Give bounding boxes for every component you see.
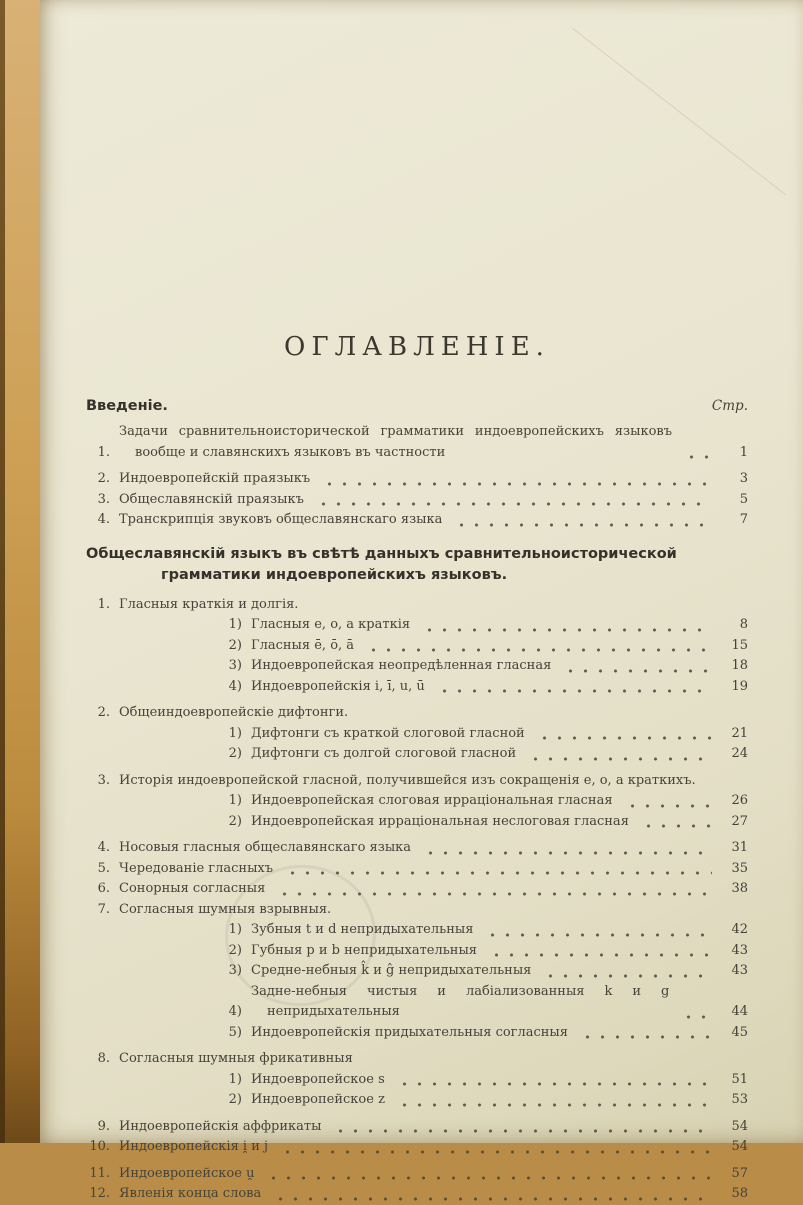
- dot-leader: [623, 797, 712, 812]
- entry-number: 4.: [97, 840, 110, 855]
- entry-number: 6.: [97, 881, 110, 896]
- entry-page-number: 35: [731, 860, 748, 876]
- toc-entry: [86, 469, 748, 490]
- entry-page-number: 26: [731, 793, 748, 808]
- toc-entry: [86, 510, 748, 531]
- toc-entry: [86, 1049, 748, 1070]
- toc-entry: [86, 1184, 748, 1205]
- entry-title: Индоевропейскій праязыкъ: [119, 471, 311, 486]
- dot-leader: [483, 926, 712, 941]
- entry-page-number: 8: [739, 617, 748, 632]
- entry-number: 4): [228, 678, 242, 694]
- entry-title: Индоевропейское u̯: [119, 1165, 255, 1181]
- entry-page-number: 44: [731, 1004, 748, 1019]
- toc-entry: [86, 724, 748, 745]
- entry-number: 8.: [97, 1051, 110, 1066]
- entry-title: Задачи сравнительноисторической грамматики индоевропейскихъ языковъ вообще и славянскихъ языковъ въ частности: [119, 424, 672, 460]
- entry-number: 2): [228, 1092, 242, 1107]
- entry-title: Индоевропейскія i, ī, u, ū: [251, 678, 425, 694]
- toc-entry: [86, 941, 748, 962]
- toc-entry: [86, 703, 748, 724]
- entry-number: 3.: [97, 772, 110, 788]
- dot-leader: [435, 682, 712, 697]
- entry-page-number: 31: [731, 840, 748, 855]
- toc-entry: [86, 771, 748, 792]
- toc-entry: [86, 859, 748, 880]
- entry-title: Согласныя шумныя взрывныя.: [119, 901, 332, 917]
- entry-number: 4.: [97, 512, 110, 527]
- entry-title: Индоевропейскія придыхательныя согласныя: [251, 1024, 568, 1040]
- toc-section: [86, 396, 748, 531]
- entry-number: 1.: [97, 596, 110, 612]
- entry-number: 12.: [89, 1186, 110, 1201]
- entry-number: 1): [228, 617, 242, 632]
- entry-title: Согласныя шумныя фрикативныя: [119, 1051, 353, 1066]
- entry-page-number: 19: [731, 678, 748, 694]
- entry-page-number: 7: [739, 512, 748, 527]
- entry-number: 5): [228, 1024, 242, 1040]
- entry-title: Общеславянскій праязыкъ: [119, 491, 304, 507]
- entry-page-number: 57: [731, 1165, 748, 1181]
- toc-entry: [86, 812, 748, 833]
- entry-title: Индоевропейскія i̯ и j: [119, 1139, 269, 1154]
- toc-entry: [86, 1164, 748, 1185]
- dot-leader: [278, 1143, 712, 1158]
- dot-leader: [487, 946, 712, 961]
- page-column-header: Стр.: [711, 398, 748, 414]
- entry-page-number: 45: [731, 1024, 748, 1040]
- entry-page-number: 1: [739, 444, 748, 460]
- dot-leader: [283, 864, 712, 879]
- toc-entry: [86, 490, 748, 511]
- section-heading: Введеніе.: [86, 398, 168, 414]
- dot-leader: [421, 844, 712, 859]
- entry-title: Исторія индоевропейской гласной, получившейся изъ сокращенія e, o, a краткихъ.: [119, 772, 696, 788]
- entry-number: 10.: [89, 1139, 110, 1154]
- dot-leader: [364, 641, 712, 656]
- entry-number: 5.: [97, 860, 110, 876]
- toc-entry: [86, 961, 748, 982]
- entry-number: 3.: [97, 491, 110, 507]
- entry-title: Чередованіе гласныхъ: [119, 860, 274, 876]
- dot-leader: [526, 750, 712, 765]
- entry-title: Индоевропейская ирраціональная неслоговая гласная: [251, 813, 629, 829]
- dot-leader: [395, 1075, 712, 1090]
- toc-entry: [86, 982, 748, 1023]
- toc-section: [86, 544, 748, 1205]
- entry-page-number: 38: [731, 881, 748, 896]
- entry-title: Сонорныя согласныя: [119, 881, 266, 896]
- dot-leader: [320, 475, 712, 490]
- book-page: [40, 0, 803, 1201]
- entry-title: Средне-небныя k̂ и ĝ непридыхательныя: [251, 963, 532, 978]
- entry-title: Индоевропейская слоговая ирраціональная гласная: [251, 793, 613, 808]
- entry-number: 3): [228, 963, 242, 978]
- toc-entry: [86, 1090, 748, 1111]
- dot-leader: [314, 495, 712, 510]
- section-heading: Общеславянскій языкъ въ свѣтѣ данныхъ сравнительноисторической грамматики индоевропейскихъ языковъ.: [86, 545, 677, 583]
- page-content: [40, 0, 803, 1201]
- entry-page-number: 58: [731, 1186, 748, 1201]
- entry-title: Дифтонги съ краткой слоговой гласной: [251, 725, 525, 741]
- entry-number: 1): [228, 725, 242, 741]
- entry-number: 2): [228, 746, 242, 761]
- entry-number: 1): [228, 1071, 242, 1087]
- dot-leader: [535, 729, 712, 744]
- dot-leader: [264, 1169, 712, 1184]
- entry-page-number: 27: [731, 813, 748, 829]
- entry-number: 2): [228, 637, 242, 653]
- book-spine-shadow: [0, 0, 5, 1143]
- dot-leader: [452, 516, 712, 531]
- toc-entry: [86, 615, 748, 636]
- dot-leader: [395, 1096, 712, 1111]
- entry-title: Общеиндоевропейскіе дифтонги.: [119, 705, 349, 720]
- entry-page-number: 18: [731, 658, 748, 673]
- entry-page-number: 21: [731, 725, 748, 741]
- entry-number: 11.: [89, 1165, 110, 1181]
- page-title: ОГЛАВЛЕНІЕ.: [284, 332, 550, 362]
- entry-title: Гласныя ē, ō, ā: [251, 637, 355, 653]
- toc-entry: [86, 879, 748, 900]
- entry-page-number: 54: [731, 1118, 748, 1134]
- dot-leader: [578, 1028, 712, 1043]
- entry-number: 2): [228, 813, 242, 829]
- entry-number: 1.: [97, 444, 110, 460]
- dot-leader: [682, 448, 712, 463]
- entry-number: 1): [228, 922, 242, 937]
- entry-page-number: 15: [731, 637, 748, 653]
- entry-page-number: 43: [731, 963, 748, 978]
- entry-number: 7.: [97, 901, 110, 917]
- entry-number: 2.: [97, 471, 110, 486]
- entry-title: Индоевропейская неопредѣленная гласная: [251, 658, 552, 673]
- entry-page-number: 5: [739, 491, 748, 507]
- entry-page-number: 24: [731, 746, 748, 761]
- entry-page-number: 53: [731, 1092, 748, 1107]
- toc-entry: [86, 422, 748, 463]
- toc-entry: [86, 656, 748, 677]
- toc-entry: [86, 838, 748, 859]
- entry-number: 1): [228, 793, 242, 808]
- entry-title: Дифтонги съ долгой слоговой гласной: [251, 746, 517, 761]
- toc-entry: [86, 636, 748, 657]
- entry-number: 2.: [97, 705, 110, 720]
- toc-entry: [86, 677, 748, 698]
- toc-entry: [86, 1137, 748, 1158]
- dot-leader: [541, 967, 712, 982]
- entry-title: Индоевропейскія аффрикаты: [119, 1118, 322, 1134]
- entry-title: Губныя p и b непридыхательныя: [251, 942, 478, 958]
- toc-entry: [86, 900, 748, 921]
- entry-title: Транскрипція звуковъ общеславянскаго языка: [119, 512, 443, 527]
- section-heading-row: [86, 396, 748, 417]
- entry-number: 4): [228, 1004, 242, 1019]
- toc-entry: [86, 920, 748, 941]
- dot-leader: [639, 817, 712, 832]
- dot-leader: [331, 1122, 712, 1137]
- dot-leader: [271, 1190, 712, 1205]
- entry-page-number: 51: [731, 1071, 748, 1087]
- entry-title: Индоевропейское s: [251, 1071, 385, 1087]
- toc-entry: [86, 744, 748, 765]
- toc-entry: [86, 1023, 748, 1044]
- section-heading-row: [86, 544, 748, 586]
- entry-page-number: 54: [731, 1139, 748, 1154]
- entry-number: 9.: [97, 1118, 110, 1134]
- entry-page-number: 43: [731, 942, 748, 958]
- entry-title: Гласныя краткія и долгія.: [119, 596, 299, 612]
- entry-title: Зубныя t и d непридыхательныя: [251, 922, 474, 937]
- entry-title: Гласныя e, o, a краткія: [251, 617, 411, 632]
- entry-number: 3): [228, 658, 242, 673]
- entry-title: Индоевропейское z: [251, 1092, 385, 1107]
- entry-page-number: 3: [739, 471, 748, 486]
- dot-leader: [420, 621, 712, 636]
- toc-entry: [86, 595, 748, 616]
- dot-leader: [275, 885, 712, 900]
- entry-page-number: 42: [731, 922, 748, 937]
- table-of-contents: [86, 396, 748, 1205]
- entry-title: Задне-небныя чистыя и лабіализованныя k и g непридыхательныя: [251, 983, 670, 1019]
- toc-entry: [86, 1117, 748, 1138]
- toc-entry: [86, 791, 748, 812]
- entry-number: 2): [228, 942, 242, 958]
- entry-title: Явленія конца слова: [119, 1186, 262, 1201]
- dot-leader: [561, 662, 712, 677]
- dot-leader: [679, 1008, 712, 1023]
- toc-entry: [86, 1070, 748, 1091]
- entry-title: Носовыя гласныя общеславянскаго языка: [119, 840, 412, 855]
